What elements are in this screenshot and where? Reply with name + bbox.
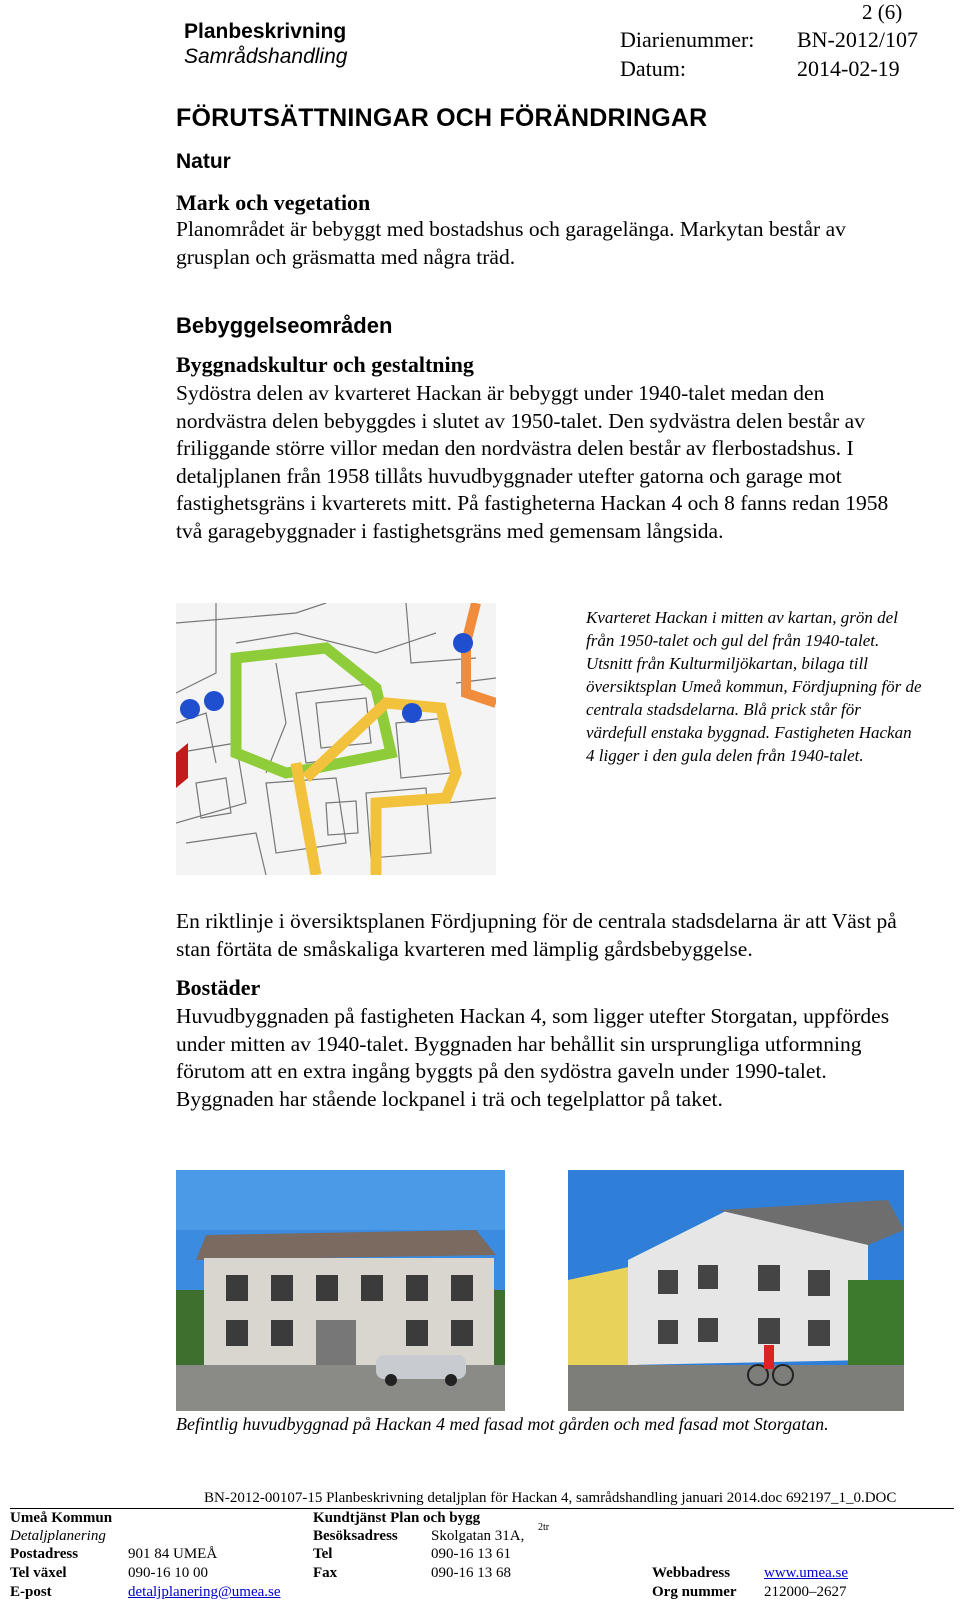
footer-besok-sup: 2tr: [538, 1522, 550, 1533]
footer-telvaxel-label: Tel växel: [10, 1565, 67, 1581]
page-number: 2 (6): [862, 0, 903, 24]
doc-subtitle: Samrådshandling: [184, 45, 348, 68]
footer-besok: Skolgatan 31A,: [431, 1528, 525, 1544]
footer-telvaxel: 090-16 10 00: [128, 1565, 208, 1581]
heading-byggnadskultur: Byggnadskultur och gestaltning: [176, 352, 474, 377]
footer-epost-label: E-post: [10, 1584, 52, 1600]
photo-street-facade: [568, 1170, 904, 1411]
footer-webb-label: Webbadress: [652, 1565, 731, 1581]
footer-org: Umeå Kommun: [10, 1510, 113, 1526]
heading-natur: Natur: [176, 150, 231, 173]
footer-epost-link[interactable]: detaljplanering@umea.se: [128, 1584, 281, 1600]
footer-dept: Detaljplanering: [10, 1528, 106, 1544]
footer-postadress-label: Postadress: [10, 1546, 79, 1562]
culture-map: [176, 603, 496, 875]
footer-postadress: 901 84 UMEÅ: [128, 1546, 218, 1562]
footer-fax: 090-16 13 68: [431, 1565, 511, 1581]
footer-tel: 090-16 13 61: [431, 1546, 511, 1562]
section-heading: FÖRUTSÄTTNINGAR OCH FÖRÄNDRINGAR: [176, 104, 708, 132]
paragraph-riktlinje: En riktlinje i översiktsplanen Fördjupning för de centrala stadsdelarna är att Väst på stan förtäta de småskaliga kvarteren med lämplig gårdsbebyggelse.: [176, 909, 897, 961]
map-blue-dot: [402, 703, 422, 723]
diarie-label: Diarienummer:: [620, 27, 755, 52]
footer-webb-link[interactable]: www.umea.se: [764, 1565, 849, 1581]
footer-besok-label: Besöksadress: [313, 1528, 398, 1544]
photo-courtyard-facade: [176, 1170, 505, 1411]
map-caption: Kvarteret Hackan i mitten av kartan, grön del från 1950-talet och gul del från 1940-talet. Utsnitt från Kulturmiljökartan, bilaga till översiktsplan Umeå kommun, Fördjupning för de centrala stadsdelarna. Blå prick står för värdefull enstaka byggnad. Fastigheten Hackan 4 ligger i den gula delen från 1940-talet.: [586, 608, 922, 765]
diarie-value: BN-2012/107: [797, 27, 918, 52]
heading-bebyggelse: Bebyggelseområden: [176, 313, 393, 338]
footer-kundtjanst: Kundtjänst Plan och bygg: [313, 1510, 481, 1526]
datum-value: 2014-02-19: [797, 56, 900, 81]
map-blue-dot: [204, 691, 224, 711]
photo-caption: Befintlig huvudbyggnad på Hackan 4 med fasad mot gården och med fasad mot Storgatan.: [176, 1414, 829, 1434]
datum-label: Datum:: [620, 56, 686, 81]
footer-orgnr-label: Org nummer: [652, 1584, 737, 1600]
heading-mark: Mark och vegetation: [176, 190, 371, 215]
footer-fax-label: Fax: [313, 1565, 338, 1581]
paragraph-bostader: Huvudbyggnaden på fastigheten Hackan 4, som ligger utefter Storgatan, uppfördes under mitten av 1940-talet. Byggnaden har behållit sin ursprungliga utformning förutom att en extra ingång byggts på den sydöstra gaveln under 1990-talet. Byggnaden har stående lockpanel i trä och tegelplattor på taket.: [176, 1004, 890, 1111]
footer-divider: [10, 1508, 954, 1509]
heading-bostader: Bostäder: [176, 975, 261, 1000]
paragraph-byggnadskultur: Sydöstra delen av kvarteret Hackan är bebyggt under 1940-talet medan den nordvästra delen bebyggdes i slutet av 1950-talet. Den sydvästra delen består av friliggande större villor medan den nordvästra delen består av flerbostadshus. I detaljplanen från 1958 tillåts huvudbyggnader utefter gatorna och garage mot fastighetsgräns i kvarterets mitt. På fastigheterna Hackan 4 och 8 fanns redan 1958 två garagebyggnader i fastighetsgräns med gemensam långsida.: [176, 381, 889, 543]
doc-title: Planbeskrivning: [184, 20, 347, 43]
footer-docname: BN-2012-00107-15 Planbeskrivning detaljplan för Hackan 4, samrådshandling januari 2014.doc 692197_1_0.DOC: [204, 1490, 897, 1506]
map-blue-dot: [180, 699, 200, 719]
map-blue-dot: [453, 633, 473, 653]
paragraph-mark: Planområdet är bebyggt med bostadshus och garagelänga. Markytan består av grusplan och gräsmatta med några träd.: [176, 217, 846, 269]
footer-orgnr: 212000–2627: [764, 1584, 847, 1600]
culture-map-drawing: [176, 603, 496, 875]
footer-tel-label: Tel: [313, 1546, 333, 1562]
